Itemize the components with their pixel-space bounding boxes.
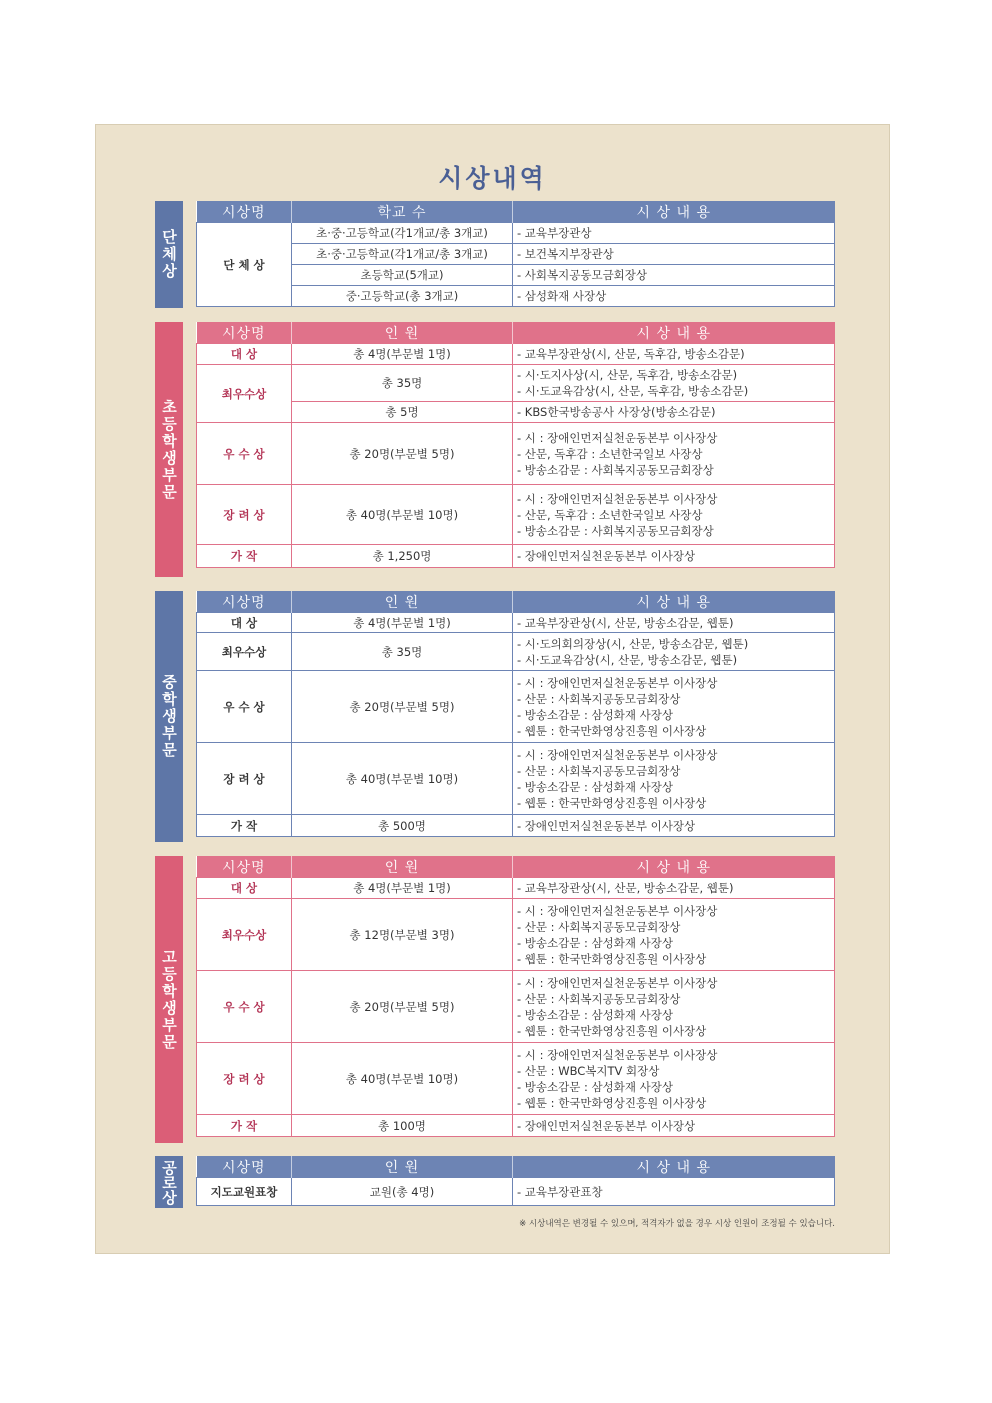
table-row [197,545,835,568]
table-row [197,1178,835,1206]
award-details [513,485,835,545]
award-details [513,633,835,671]
award-name: 장 려 상 [197,743,292,815]
section-label-text: 단체상 [160,229,178,280]
table-row [197,423,835,485]
award-name: 우 수 상 [197,671,292,743]
award-details [513,743,835,815]
detail-line: - 방송소감문 : 삼성화재 사장상 [517,779,673,794]
detail-line: - 교육부장관상(시, 산문, 독후감, 방송소감문) [517,347,745,361]
detail-line: - 웹툰 : 한국만화영상진흥원 이사장상 [517,1095,707,1110]
column-header: 시상명 [197,322,292,344]
detail-line: - 장애인먼저실천운동본부 이사장상 [517,1118,696,1133]
detail-line: - 산문 : 사회복지공동모금회장상 [517,919,681,934]
column-header: 시 상 내 용 [513,322,835,344]
award-name: 우 수 상 [197,971,292,1043]
high-awards-table [196,856,835,1137]
detail-line: - 산문, 독후감 : 소년한국일보 사장상 [517,507,703,522]
detail-line: - 시 : 장애인먼저실천운동본부 이사장상 [517,430,718,445]
table-row [197,265,835,286]
award-name: 대 상 [197,613,292,633]
column-header: 학교 수 [292,201,513,223]
detail-line: - 사회복지공동모금회장상 [517,268,648,282]
recipient-count: 초·중·고등학교(각1개교/총 3개교) [292,223,513,244]
award-details [513,1178,835,1206]
recipient-count: 총 20명(부문별 5명) [292,671,513,743]
award-details [513,1043,835,1115]
section-label-elementary [155,322,183,577]
group-awards-table [196,201,835,307]
recipient-count: 총 500명 [292,815,513,837]
recipient-count: 총 40명(부문별 10명) [292,743,513,815]
detail-line: - 시·도교육감상(시, 산문, 방송소감문, 웹툰) [517,652,738,667]
award-details [513,286,835,307]
detail-line: - 웹툰 : 한국만화영상진흥원 이사장상 [517,1023,707,1038]
detail-line: - 시·도지사상(시, 산문, 독후감, 방송소감문) [517,368,738,382]
detail-line: - 교육부장관상(시, 산문, 방송소감문, 웹툰) [517,881,734,895]
award-name: 장 려 상 [197,485,292,545]
award-name: 대 상 [197,878,292,899]
detail-line: - 시 : 장애인먼저실천운동본부 이사장상 [517,491,718,506]
section-label-text: 고등학생부문 [160,948,178,1051]
detail-line: - 교육부장관표창 [517,1184,603,1199]
detail-line: - 방송소감문 : 삼성화재 사장상 [517,1079,673,1094]
detail-line: - 방송소감문 : 사회복지공동모금회장상 [517,523,714,538]
table-header [197,856,835,878]
award-name: 최우수상 [197,899,292,971]
recipient-count: 총 12명(부문별 3명) [292,899,513,971]
column-header: 시 상 내 용 [513,201,835,223]
award-details [513,344,835,365]
detail-line: - 시 : 장애인먼저실천운동본부 이사장상 [517,903,718,918]
detail-line: - 방송소감문 : 삼성화재 사장상 [517,1007,673,1022]
recipient-count: 총 20명(부문별 5명) [292,423,513,485]
detail-line: - 웹툰 : 한국만화영상진흥원 이사장상 [517,795,707,810]
detail-line: - 삼성화재 사장상 [517,289,607,303]
award-name: 가 작 [197,545,292,568]
table-row [197,286,835,307]
table-header [197,201,835,223]
footnote: ※ 시상내역은 변경될 수 있으며, 적격자가 없을 경우 시상 인원이 조정될 수 있습니다. [519,1219,835,1229]
section-label-text: 초등학생부문 [160,398,178,501]
table-row [197,1043,835,1115]
awards-panel [95,124,890,1254]
recipient-count: 총 40명(부문별 10명) [292,485,513,545]
section-label-group [155,201,183,308]
table-row [197,223,835,244]
table-row [197,633,835,671]
table-row [197,878,835,899]
column-header: 인 원 [292,591,513,613]
detail-line: - 산문, 독후감 : 소년한국일보 사장상 [517,446,703,461]
detail-line: - 시 : 장애인먼저실천운동본부 이사장상 [517,675,718,690]
recipient-count: 총 35명 [292,365,513,402]
detail-line: - 시·도교육감상(시, 산문, 독후감, 방송소감문) [517,384,749,398]
detail-line: - 보건복지부장관상 [517,247,614,261]
table-row [197,815,835,837]
detail-line: - 장애인먼저실천운동본부 이사장상 [517,549,696,563]
award-name: 가 작 [197,815,292,837]
column-header: 인 원 [292,322,513,344]
column-header: 인 원 [292,856,513,878]
table-row [197,671,835,743]
detail-line: - 방송소감문 : 삼성화재 사장상 [517,935,673,950]
page-title: 시상내역 [438,164,547,193]
detail-line: - 시 : 장애인먼저실천운동본부 이사장상 [517,747,718,762]
detail-line: - 산문 : 사회복지공동모금회장상 [517,691,681,706]
detail-line: - 산문 : 사회복지공동모금회장상 [517,991,681,1006]
recipient-count: 총 1,250명 [292,545,513,568]
award-details [513,613,835,633]
award-details [513,223,835,244]
award-details [513,815,835,837]
table-row [197,344,835,365]
section-label-text: 중학생부문 [160,674,178,759]
detail-line: - 방송소감문 : 사회복지공동모금회장상 [517,462,714,477]
award-name: 최우수상 [197,633,292,671]
table-row [197,244,835,265]
section-label-high [155,856,183,1143]
section-label-text: 공로상 [160,1159,178,1205]
recipient-count: 초·중·고등학교(각1개교/총 3개교) [292,244,513,265]
recipient-count: 총 20명(부문별 5명) [292,971,513,1043]
table-row [197,743,835,815]
table-row [197,899,835,971]
award-details [513,878,835,899]
recipient-count: 총 40명(부문별 10명) [292,1043,513,1115]
table-row [197,402,835,423]
award-name: 우 수 상 [197,423,292,485]
section-label-merit [155,1156,183,1208]
award-name: 대 상 [197,344,292,365]
column-header: 시 상 내 용 [513,591,835,613]
award-details [513,265,835,286]
award-details [513,671,835,743]
column-header: 시 상 내 용 [513,856,835,878]
detail-line: - KBS한국방송공사 사장상(방송소감문) [517,405,716,419]
table-row [197,1115,835,1137]
award-name: 지도교원표창 [197,1178,292,1206]
award-details [513,423,835,485]
recipient-count: 총 35명 [292,633,513,671]
award-details [513,365,835,402]
table-row [197,971,835,1043]
column-header: 시상명 [197,201,292,223]
table-header [197,322,835,344]
recipient-count: 총 5명 [292,402,513,423]
merit-awards-table [196,1156,835,1206]
detail-line: - 교육부장관상 [517,226,592,240]
detail-line: - 장애인먼저실천운동본부 이사장상 [517,818,696,833]
recipient-count: 중·고등학교(총 3개교) [292,286,513,307]
recipient-count: 총 4명(부문별 1명) [292,878,513,899]
award-name: 가 작 [197,1115,292,1137]
award-name: 장 려 상 [197,1043,292,1115]
award-details [513,545,835,568]
table-header [197,591,835,613]
recipient-count: 총 4명(부문별 1명) [292,613,513,633]
award-name: 최우수상 [197,365,292,423]
recipient-count: 총 4명(부문별 1명) [292,344,513,365]
column-header: 시 상 내 용 [513,1156,835,1178]
detail-line: - 웹툰 : 한국만화영상진흥원 이사장상 [517,723,707,738]
recipient-count: 초등학교(5개교) [292,265,513,286]
elementary-awards-table [196,322,835,568]
column-header: 시상명 [197,1156,292,1178]
column-header: 시상명 [197,591,292,613]
detail-line: - 시 : 장애인먼저실천운동본부 이사장상 [517,975,718,990]
detail-line: - 웹툰 : 한국만화영상진흥원 이사장상 [517,951,707,966]
middle-awards-table [196,591,835,837]
table-header [197,1156,835,1178]
recipient-count: 총 100명 [292,1115,513,1137]
detail-line: - 시 : 장애인먼저실천운동본부 이사장상 [517,1047,718,1062]
detail-line: - 방송소감문 : 삼성화재 사장상 [517,707,673,722]
section-label-middle [155,591,183,842]
detail-line: - 시·도의회의장상(시, 산문, 방송소감문, 웹툰) [517,636,749,651]
award-details [513,899,835,971]
award-name: 단 체 상 [197,223,292,307]
detail-line: - 산문 : WBC복지TV 회장상 [517,1063,660,1078]
table-row [197,365,835,402]
column-header: 시상명 [197,856,292,878]
award-details [513,244,835,265]
recipient-count: 교원(총 4명) [292,1178,513,1206]
award-details [513,1115,835,1137]
column-header: 인 원 [292,1156,513,1178]
award-details [513,402,835,423]
detail-line: - 산문 : 사회복지공동모금회장상 [517,763,681,778]
detail-line: - 교육부장관상(시, 산문, 방송소감문, 웹툰) [517,615,734,630]
table-row [197,613,835,633]
award-details [513,971,835,1043]
table-row [197,485,835,545]
